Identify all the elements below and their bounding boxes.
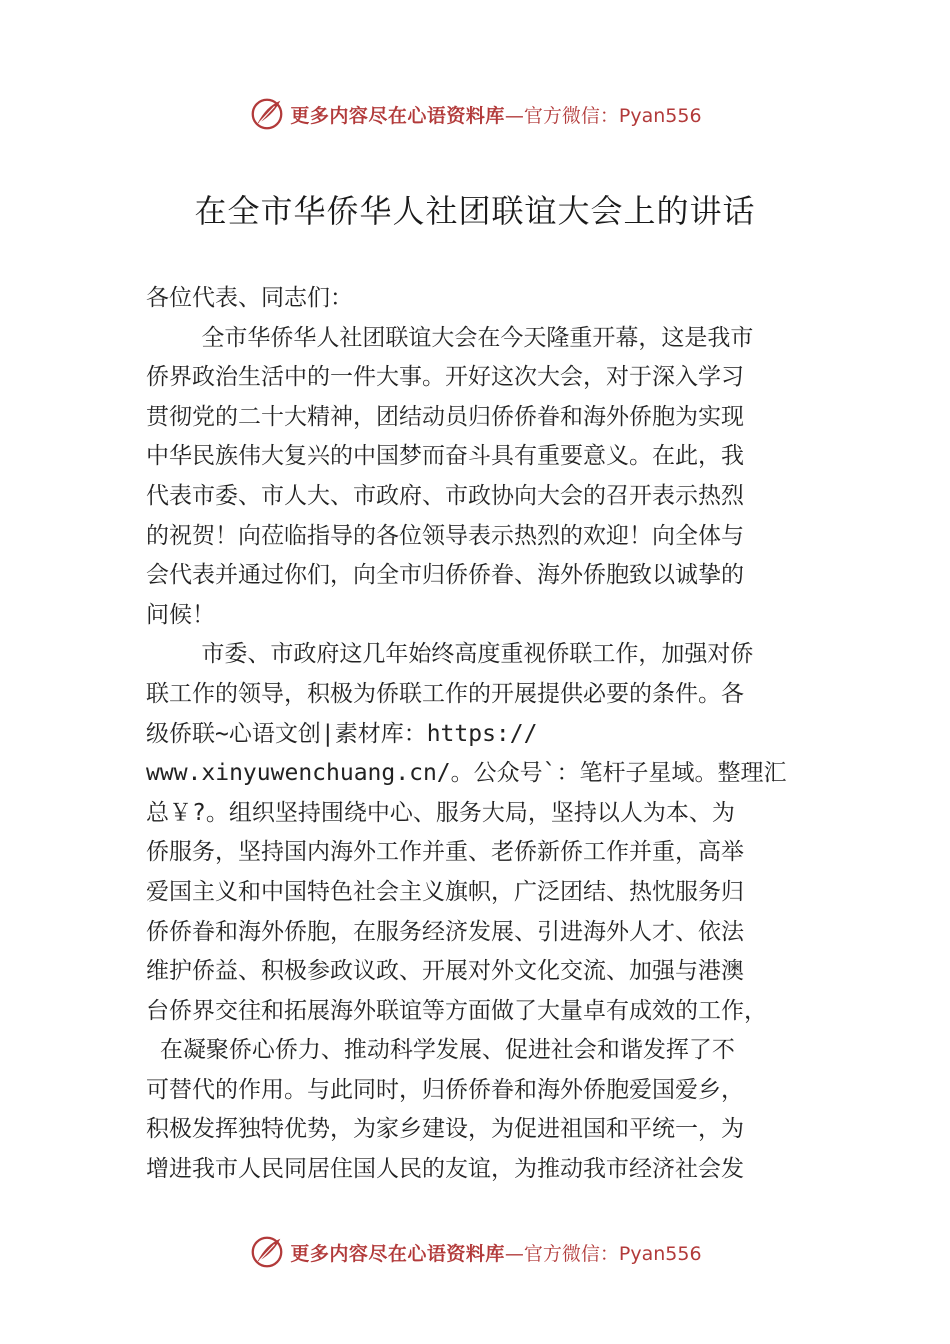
text-line: www.xinyuwenchuang.cn/。公众号`：笔杆子星域。整理汇 — [146, 760, 787, 787]
text-line: 市委、市政府这几年始终高度重视侨联工作，加强对侨 — [146, 641, 754, 668]
text-line: 台侨界交往和拓展海外联谊等方面做了大量卓有成效的工作， — [146, 997, 767, 1024]
text-line: 侨界政治生活中的一件大事。开好这次大会，对于深入学习 — [146, 364, 744, 391]
text-line: 侨服务，坚持国内海外工作并重、老侨新侨工作并重，高举 — [146, 839, 744, 866]
text-line: 联工作的领导，积极为侨联工作的开展提供必要的条件。各 — [146, 680, 744, 707]
feather-pen-logo-icon — [248, 95, 286, 133]
document-body — [146, 279, 818, 1190]
banner-tagline: 更多内容尽在心语资料库 — [290, 104, 505, 127]
text-line: 增进我市人民同居住国人民的友谊，为推动我市经济社会发 — [146, 1156, 744, 1183]
banner-tagline: 更多内容尽在心语资料库 — [290, 1242, 505, 1265]
text-line: 总￥?。组织坚持围绕中心、服务大局，坚持以人为本、为 — [146, 799, 735, 826]
header-watermark-banner — [0, 94, 950, 134]
text-line: 代表市委、市人大、市政府、市政协向大会的召开表示热烈 — [146, 482, 744, 509]
text-line: 爱国主义和中国特色社会主义旗帜，广泛团结、热忱服务归 — [146, 878, 744, 905]
text-line: 中华民族伟大复兴的中国梦而奋斗具有重要意义。在此，我 — [146, 443, 744, 470]
text-line: 级侨联~心语文创|素材库：https:// — [146, 720, 538, 747]
document-title: 在全市华侨华人社团联谊大会上的讲话 — [194, 192, 756, 230]
text-line: 积极发挥独特优势，为家乡建设，为促进祖国和平统一，为 — [146, 1116, 744, 1143]
footer-watermark-banner — [0, 1232, 950, 1272]
text-line: 侨侨眷和海外侨胞，在服务经济发展、引进海外人才、依法 — [146, 918, 744, 945]
text-line: 各位代表、同志们： — [146, 285, 353, 311]
feather-pen-logo-icon — [248, 1233, 286, 1271]
text-line: 问候！ — [146, 601, 215, 628]
text-line: 可替代的作用。与此同时，归侨侨眷和海外侨胞爱国爱乡， — [146, 1076, 744, 1103]
text-line: 维护侨益、积极参政议政、开展对外文化交流、加强与港澳 — [146, 958, 744, 985]
text-line: 在凝聚侨心侨力、推动科学发展、促进社会和谐发挥了不 — [146, 1037, 735, 1064]
text-line: 会代表并通过你们，向全市归侨侨眷、海外侨胞致以诚挚的 — [146, 562, 744, 589]
banner-wechat: —官方微信：Pyan556 — [504, 1242, 702, 1265]
text-line: 全市华侨华人社团联谊大会在今天隆重开幕，这是我市 — [146, 324, 754, 351]
text-line: 贯彻党的二十大精神，团结动员归侨侨眷和海外侨胞为实现 — [146, 403, 744, 430]
banner-wechat: —官方微信：Pyan556 — [504, 104, 702, 127]
text-line: 的祝贺！向莅临指导的各位领导表示热烈的欢迎！向全体与 — [146, 522, 744, 549]
